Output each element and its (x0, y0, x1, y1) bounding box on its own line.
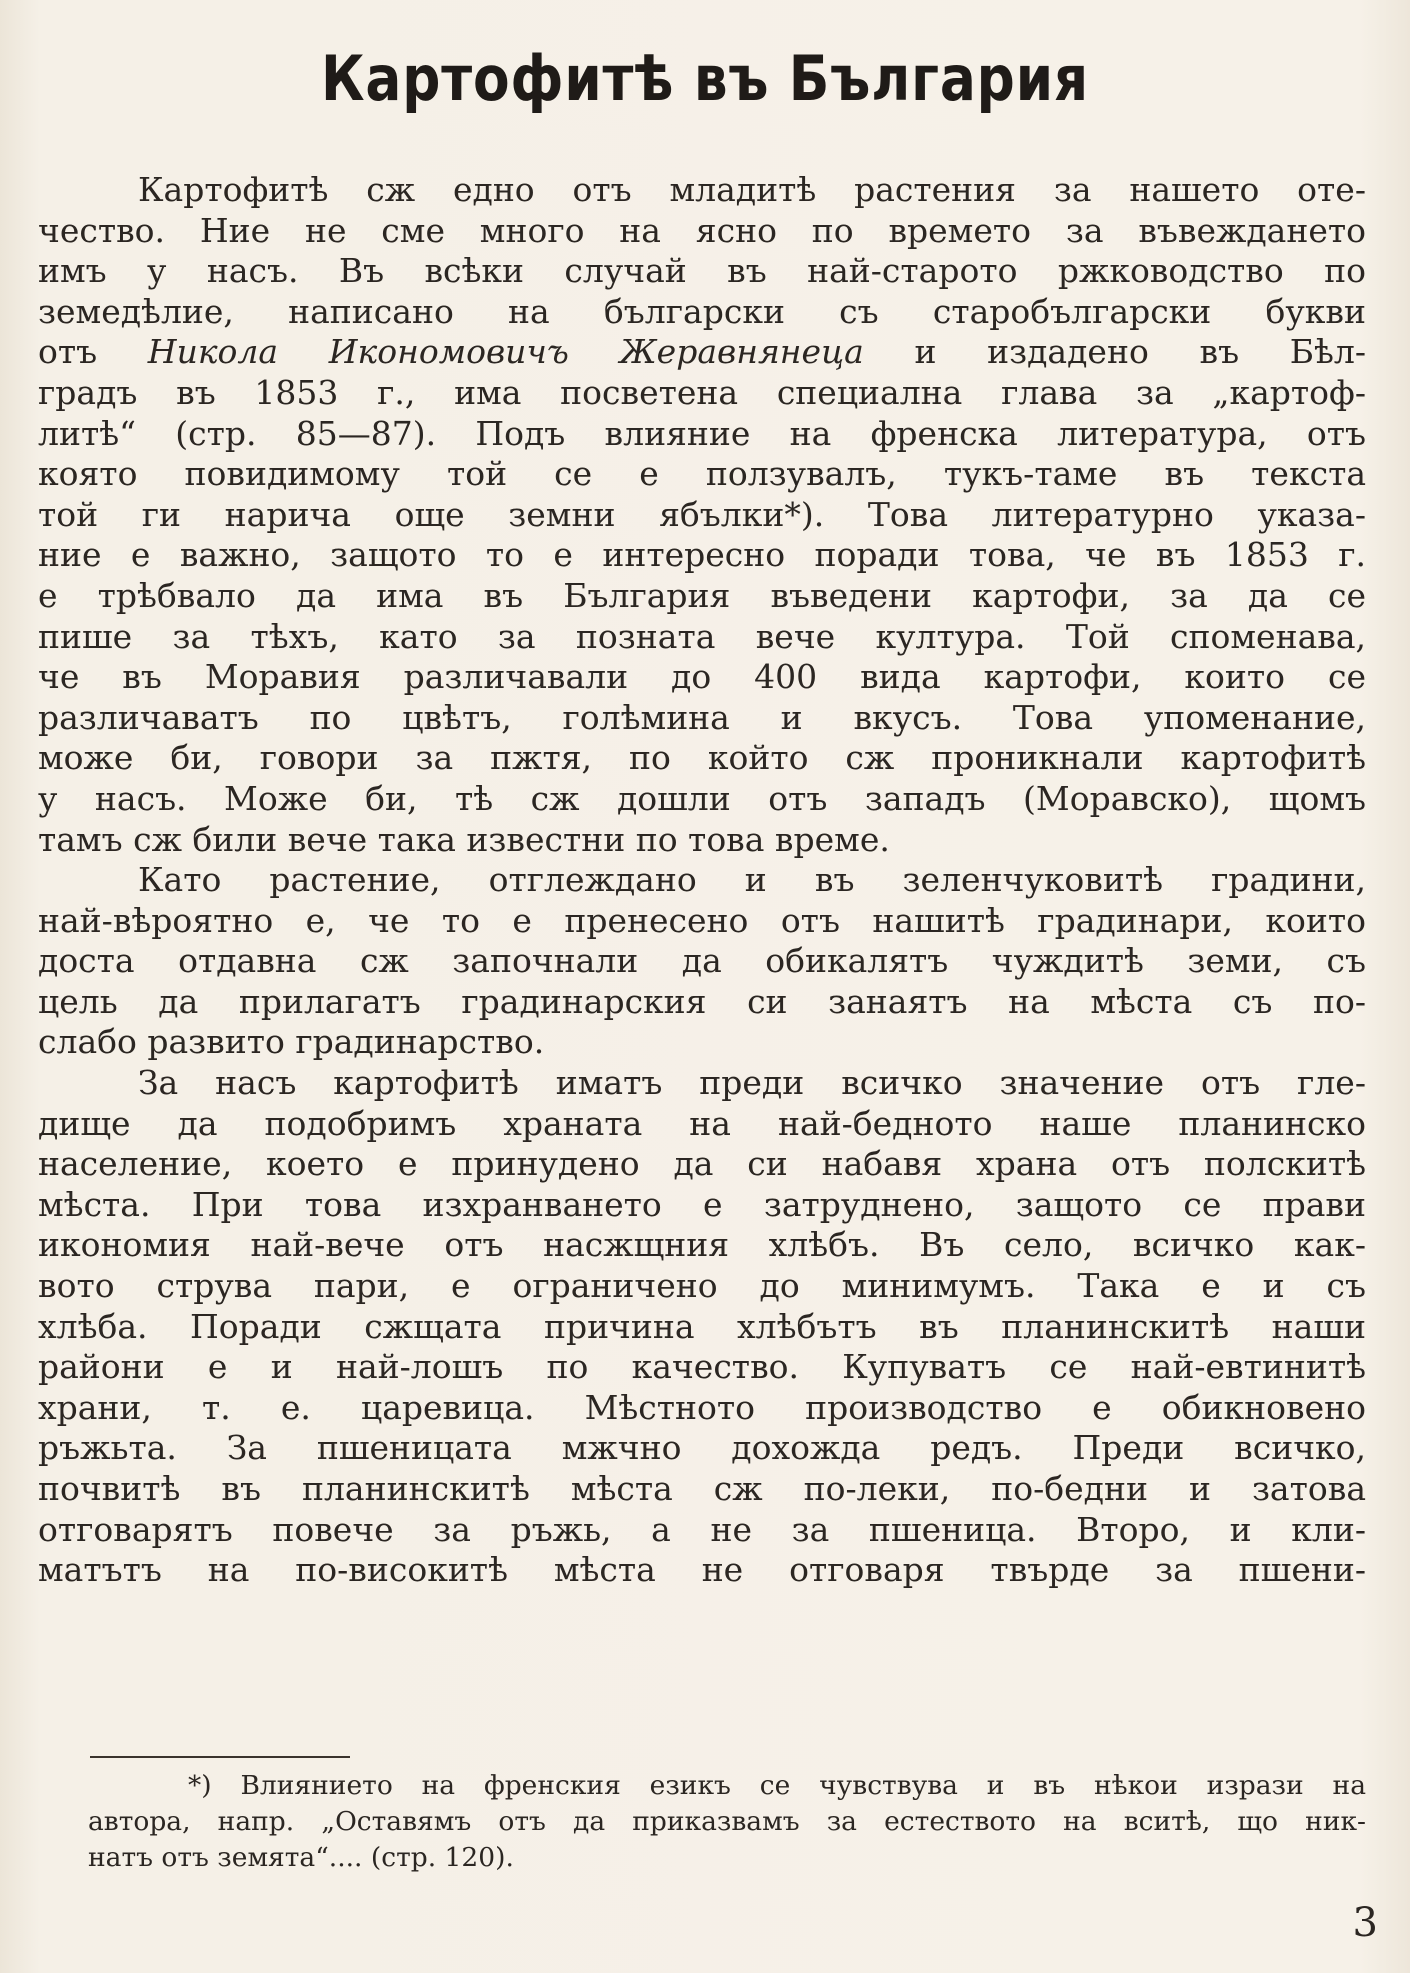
text-line: градъ въ 1853 г., има посветена специална глава за „картоф- (38, 372, 1366, 412)
text-line: доста отдавна сж започнали да обикалятъ чуждитѣ земи, съ (38, 941, 1366, 981)
text-line: отговарятъ повече за ръжь, а не за пшеница. Второ, и кли- (38, 1509, 1366, 1549)
text-line: пише за тѣхъ, като за позната вече култура. Той споменава, (38, 616, 1366, 656)
text-line: която повидимому той се е ползувалъ, тукъ-таме въ текста (38, 454, 1366, 494)
text-line: земедѣлие, написано на български съ старобългарски букви (38, 291, 1366, 331)
text-line: може би, говори за пжтя, по който сж проникнали картофитѣ (38, 738, 1366, 778)
text-line: у насъ. Може би, тѣ сж дошли отъ западъ (Моравско), щомъ (38, 778, 1366, 818)
footnote-line: *) Влиянието на френския езикъ се чувствува и въ нѣкои изрази на (188, 1770, 1366, 1801)
footnote (88, 1768, 1366, 1876)
page-number: 3 (1352, 1900, 1378, 1946)
text-line-with-author: отъ Никола Икономовичъ Жеравнянеца и издадено въ Бѣл- (38, 332, 1366, 372)
text-line: най-вѣроятно е, че то е пренесено отъ нашитѣ градинари, които (38, 900, 1366, 940)
text-line: райони е и най-лошъ по качество. Купуватъ се най-евтинитѣ (38, 1347, 1366, 1387)
text-line: мѣста. При това изхранването е затруднено, защото се прави (38, 1184, 1366, 1224)
text-line: тамъ сж били вече така известни по това време. (38, 819, 890, 859)
text-line: Като растение, отглеждано и въ зеленчуковитѣ градини, (138, 860, 1366, 900)
text-line: имъ у насъ. Въ всѣки случай въ най-старото ржководство по (38, 251, 1366, 291)
text-line: вото струва пари, е ограничено до минимумъ. Така е и съ (38, 1266, 1366, 1306)
text-line: че въ Моравия различавали до 400 вида картофи, които се (38, 657, 1366, 697)
text-line: слабо развито градинарство. (38, 1022, 545, 1062)
text-line: ръжьта. За пшеницата мжчно дохожда редъ. Преди всичко, (38, 1428, 1366, 1468)
text-line: той ги нарича още земни ябълки*). Това литературно указа- (38, 494, 1366, 534)
text-line: хлѣба. Поради сжщата причина хлѣбътъ въ планинскитѣ наши (38, 1306, 1366, 1346)
text-line: Картофитѣ сж едно отъ младитѣ растения за нашето оте- (138, 170, 1366, 209)
footnote-divider (90, 1756, 350, 1758)
footnote-line: автора, напр. „Оставямъ отъ да приказвамъ за естеството на вситѣ, що ник- (88, 1806, 1366, 1837)
text-line: матътъ на по-високитѣ мѣста не отговаря твърде за пшени- (38, 1550, 1366, 1590)
footnote-line: натъ отъ земята“.... (стр. 120). (88, 1842, 514, 1873)
page-title: Картофитѣ въ България (320, 42, 1090, 115)
text-line: За насъ картофитѣ иматъ преди всичко значение отъ гле- (138, 1063, 1366, 1103)
text-line: ние е важно, защото то е интересно поради това, че въ 1853 г. (38, 535, 1366, 575)
text-line: почвитѣ въ планинскитѣ мѣста сж по-леки, по-бедни и затова (38, 1469, 1366, 1508)
text-line: цель да прилагатъ градинарския си занаятъ на мѣста съ по- (38, 981, 1366, 1021)
article-body (38, 170, 1366, 1591)
text-line: дище да подобримъ храната на най-бедното наше планинско (38, 1103, 1366, 1143)
text-line: население, което е принудено да си набавя храна отъ полскитѣ (38, 1144, 1366, 1184)
author-name: Никола Икономовичъ Жеравнянеца (147, 332, 864, 372)
text-line: икономия най-вече отъ насжщния хлѣбъ. Въ село, всичко как- (38, 1225, 1366, 1265)
text-line: литѣ“ (стр. 85—87). Подъ влияние на френска литература, отъ (38, 413, 1366, 453)
text-line: различаватъ по цвѣтъ, голѣмина и вкусъ. Това упоменание, (38, 697, 1366, 737)
text-line: храни, т. е. царевица. Мѣстното производство е обикновено (38, 1387, 1366, 1427)
text-line: чество. Ние не сме много на ясно по времето за въвеждането (38, 210, 1366, 250)
text-line: е трѣбвало да има въ България въведени картофи, за да се (38, 575, 1366, 615)
